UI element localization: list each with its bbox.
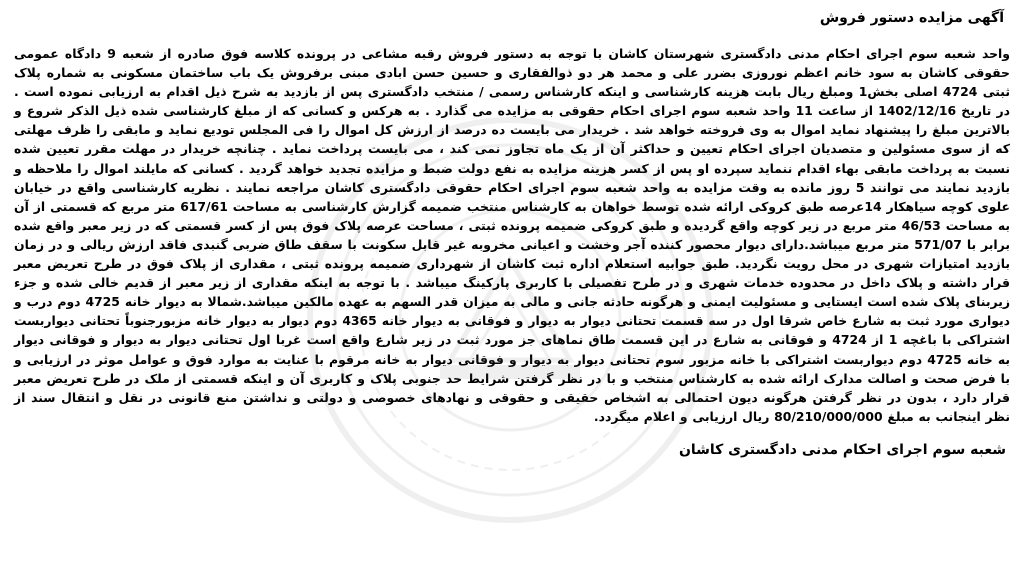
notice-title: آگهی مزایده دستور فروش: [819, 10, 1004, 26]
notice-footer: شعبه سوم اجرای احکام مدنی دادگستری کاشان: [678, 441, 1006, 458]
notice-body: واحد شعبه سوم اجرای احکام مدنی دادگستری شهرستان کاشان با توجه به دستور فروش رقبه مشاعی در پرونده کلاسه فوق صادره از شعبه 9 دادگاه عمومی حقوقی کاشان به سود خانم اعظم نوروزی بضرر علی و محمد هر دو ذوالفقاری و حسین حسن ابادی مبنی برفروش یک باب ساختمان مسکونی به شماره پلاک ثبتی 4724 اصلی بخش1 ومبلغ ریال بابت هزینه کارشناسی و اینکه کارشناس رسمی / منتخب دادگستری پس از بازدید به شرح ذیل اقدام به ارزیابی نموده است . در تاریخ 1402/12/16 از ساعت 11 واحد شعبه سوم اجرای احکام حقوقی به مزایده می گذارد . به هرکس و کسانی که از مبلغ کارشناسی شده ذیل الذکر شروع و بالاترین مبلغ را پیشنهاد نماید اموال به وی فروخته خواهد شد . خریدار می بایست ده درصد از ارزش کل اموال را فی المجلس تودیع نماید و مابقی را ظرف مهلتی که از سوی مسئولین و متصدیان اجرای احکام تعیین و حداکثر آن از یک ماه تجاوز نمی کند ، می بایست پرداخت نماید . چنانچه خریدار در مهلت مقرر تعیین شده نسبت به پرداخت مابقی بهاء اقدام ننماید سپرده او پس از کسر هزینه مزایده به نفع دولت ضبط و مزایده تجدید خواهد گردید . کسانی که مایلند اموال را ملاحظه و بازدید نمایند می توانند 5 روز مانده به وقت مزایده به واحد شعبه سوم اجرای احکام حقوقی دادگستری کاشان مراجعه نمایند . نظریه کارشناسی واقع در خیابان علوی کوچه سیاهکار 14عرصه طبق کروکی ارائه شده توسط خواهان به کارشناس منتخب ضمیمه گزارش کارشناسی به مساحت 617/61 متر مربع که قسمتی از آن به مساحت 46/53 متر مربع در زیر کوچه واقع گردیده و طبق کروکی ضمیمه پرونده ثبتی ، مساحت عرصه پلاک فوق پس از کسر قسمتی که در زیر معبر واقع شده برابر با 571/07 متر مربع میباشد.دارای دیوار محصور کننده آجر وخشت و اعیانی مخروبه غیر قابل سکونت با سقف طاق ضربی گنبدی فاقد ارزش ریالی و در زمان بازدید امتیازات شهری در محل رویت نگردید. طبق جوابیه استعلام اداره ثبت کاشان از شهرداری ضمیمه پرونده ثبتی ، مقداری از پلاک فوق در طرح تعریض معبر قرار داشته و پلاک داخل در محدوده خدمات شهری و در طرح تفصیلی با کاربری پارکینگ میباشد . با توجه به اینکه مقداری از زیر معبر از قدیم خالی شده و جزء زیربنای پلاک شده است ایستایی و مسئولیت ایمنی و هرگونه حادثه جانی و مالی به میزان قدر السهم به عهده مالکین میباشد.شمالا به دیوار خانه 4725 دوم درب و دیواری مورد ثبت به شارع خاص شرقا اول در سه قسمت تحتانی دیوار به دیوار و فوقانی به دیوار خانه 4365 دوم دیوار به دیوار خانه مزبورجنوباً تحتانی دیواربست اشتراکی با باغچه 1 از 4724 و فوقانی به شارع در این قسمت طاق نماهای جز مورد ثبت در زیر شارع واقع است غربا اول تحتانی دیوار به دیوار و فوقانی دیوار به خانه 4725 دوم دیواربست اشتراکی با خانه مزبور سوم تحتانی دیوار به دیوار و فوقانی دیوار به خانه مرقوم با عنایت به موارد فوق و عوامل موثر در ارزیابی و با فرض صحت و اصالت مدارک ارائه شده به کارشناس منتخب و با در نظر گرفتن شرایط حد جنوبی پلاک و کاربری آن و اینکه قسمتی از ملک در طرح تعریض معبر قرار دارد ، بدون در نظر گرفتن هرگونه دیون احتمالی به اشخاص حقیقی و حقوقی و نهادهای خصوصی و دولتی و نداشتن منع قانونی در نقل و انتقال سند از نظر اینجانب به مبلغ 80/210/000/000 ریال ارزیابی و اعلام میگردد.: [14, 46, 1011, 424]
